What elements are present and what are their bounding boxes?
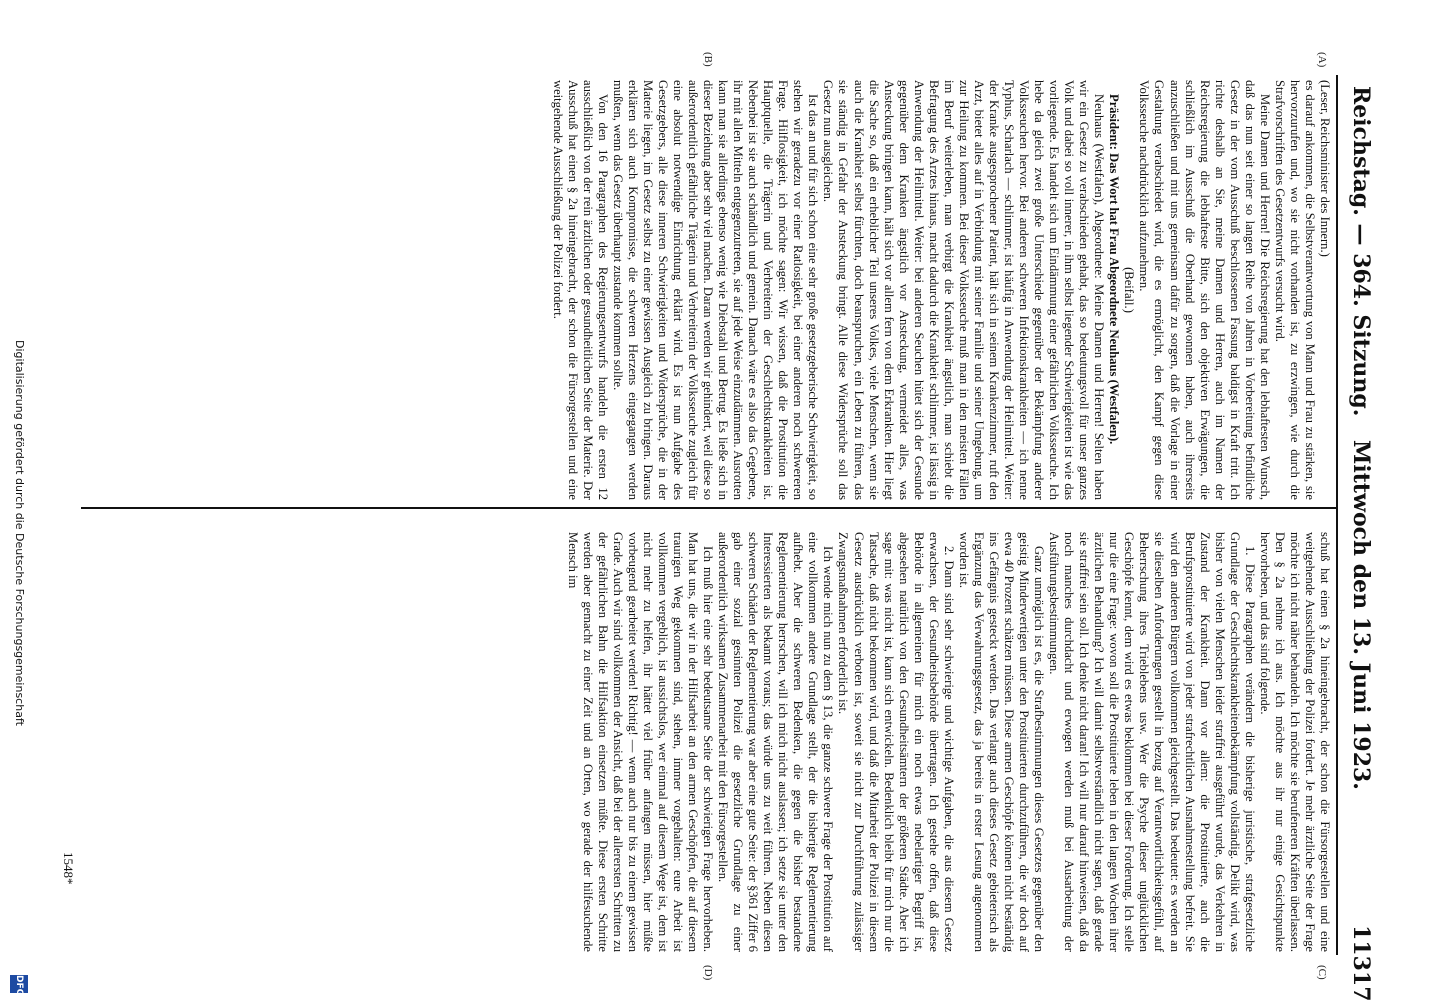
- column-divider: [81, 507, 1336, 509]
- applause-note: (Beifall.): [1122, 267, 1137, 313]
- digitization-stamp: [4, 0, 34, 1000]
- paragraph: 2. Dann sind sehr schwierige und wichtige Aufgaben, die aus diesem Gesetz erwachsen, der Gesundheitsbehörde übertragen. Ich gestehe offen, daß diese Behörde in allgemeinen für mich ein noch etwas nebelartiger Begriff ist, abgesehen natürlich von den Gesundheitsämtern der größeren Städte. Aber ich sage mit: was nicht ist, kann sich entwickeln. Bedenklich bleibt für mich nur die Tatsache, daß nicht bekommen wird, und daß die Mitarbeit der Polizei in diesem Gesetz ausdrücklich verboten ist, soweit sie nicht zur Durchführung zulässiger Zwangsmaßnahmen erforderlich ist.: [836, 532, 956, 952]
- left-text-column: [82, 80, 1332, 500]
- paragraph: Ist das an und für sich schon eine sehr große gesetzgeberische Schwierigkeit, so stehen wir geradezu vor einer Ratlosigkeit, bei einer anderen noch schwereren Frage. Hilflosigkeit, ich möchte sagen: Wir wissen, daß die Prostitution die Hauptquelle, die Trägerin und Verbreiterin der Geschlechtskrankheiten ist. Nebenbei ist sie auch schändlich und gemein. Danach wäre es also das Gegebene, ihr mit allen Mitteln entgegenzutreten, sie auf jede Weise einzudämmen. Ausrotten kann man sie allerdings ebenso wenig wie Diebstahl und Betrug. Es ließe sich in dieser Beziehung aber sehr viel machen. Daran werden wir gehindert, weil diese so außerordentlich gefährliche Trägerin und Verbreiterin der Volksseuche zugleich für eine absolut notwendige Einrichtung erklärt wird. Es ist nun Aufgabe des Gesetzgebers, alle diese inneren Schwierigkeiten und Widersprüche, die in der Materie liegen, im Gesetz selbst zu einer gewissen Ausgleich zu bringen. Daraus erklären sich auch Kompromisse, die schweren Herzens eingegangen werden mußten, wenn das Gesetz überhaupt zustande kommen sollte.: [610, 80, 821, 500]
- margin-mark-c: (C): [1316, 965, 1328, 980]
- right-text-column: [82, 532, 1332, 952]
- margin-mark-d: (D): [702, 965, 714, 981]
- page-header: [1342, 0, 1434, 1000]
- digitization-notice: Digitalisierung gefördert durch die Deutsche Forschungsgemeinschaft: [13, 340, 26, 726]
- dfg-logo: DFG: [10, 975, 28, 993]
- paragraph: Ich wende mich nun zu dem § 13, die ganze schwere Frage der Prostitution auf eine vollkommen andere Grundlage stellt, der die bisherige Reglementierung aufhebt. Aber die schweren Bedenken, die gegen die bisher bestandene Reglementierung herrschen, will ich mich nicht auslassen; ich setze sie unter den Interessierten als bekannt voraus; das würde uns zu weit führen. Neben diesen schweren Schäden der Reglementierung war aber eine gute Seite: der §361 Ziffer 6 gab einer sozial gesinnten Polizei die gesetzliche Grundlage zu einer außerordentlich wirksamen Zusammenarbeit mit den Fürsorgestellen.: [716, 532, 836, 952]
- speaker-attribution: (Leser, Reichsminister des Innern.): [1318, 80, 1332, 257]
- header-page-number: 11317: [1348, 925, 1374, 1002]
- header-date: Mittwoch den 13. Juni 1923.: [1348, 440, 1374, 790]
- paragraph: Meine Damen und Herren! Die Reichsregierung hat den lebhaftesten Wunsch, daß das nun seit einer so langen Reihe von Jahren in Vorbereitung befindliche Gesetz in der vom Ausschuß beschlossenen Fassung baldigst in Kraft tritt. Ich richte deshalb an Sie, meine Damen und Herren, auch im Namen der Reichsregierung die lebhafteste Bitte, sich den objektiven Erwägungen, die schließlich im Ausschuß die Oberhand gewonnen haben, auch ihrerseits anzuschließen und mit uns gemeinsam dafür zu sorgen, daß die Vorlage in einer Gestaltung verabschiedet wird, die es ermöglicht, den Kampf gegen diese Volksseuche nachdrücklich aufzunehmen.: [1137, 80, 1272, 500]
- paragraph: es darauf ankommen, die Selbstverantwortung von Mann und Frau zu stärken, sie hervorzurufen und, wo sie nicht vorhanden ist, zu erzwingen, wie durch die Strafvorschriften des Gesetzentwurfs versucht wird.: [1272, 80, 1317, 500]
- paragraph: Ich muß hier eine sehr bedeutsame Seite der schwierigen Frage hervorheben. Man hat uns, die wir in der Hilfsarbeit an den armen Geschöpfen, die auf diesem traurigen Weg gekommen sind, stehen, immer vorgehalten: eure Arbeit ist vollkommen vergeblich, ist aussichtslos, wer einmal auf diesem Wege ist, dem ist nicht mehr zu helfen, ihr hättet viel früher anfangen müssen, hier müßte vorbeugend gearbeitet werden! Richtig! — wenn auch nur bis zu einem gewissen Grade. Auch wir sind vollkommen der Ansicht, daß bei der allerersten Schritten zu der gefährlichen Bahn die Hilfsaktion einsetzen müßte. Diese ersten Schritte werden aber gemacht zu einer Zeit und an Orten, wo gerade der hilfesuchende Mensch im: [565, 532, 716, 952]
- paragraph: 1. Diese Paragraphen verändern die bisherige juristische, strafgesetzliche Grundlage der Geschlechtskrankheitenbekämpfung vollständig. Delikt wird, was bisher von vielen Menschen leider straffrei ausgeführt wurde, das Verkehren in Zustand der Krankheit. Dann vor allem: die Prostituierte, auch die Berufsprostituierte wird von jeder strafrechtlichen Ausnahmestellung befreit. Sie wird den anderen Bürgern vollkommen gleichgestellt. Das bedeutet: es werden an sie dieselben Anforderungen gestellt in bezug auf Verantwortlichkeitsgefühl, auf Beherrschung ihres Trieblebens usw. Wer die Psyche dieser unglücklichen Geschöpfe kennt, dem wird es etwas beklommen bei dieser Forderung. Ich stelle nur die eine Frage: wovon soll die Prostituierte leben in den langen Wochen ihrer ärztlichen Behandlung? Ich will damit selbstverständlich nicht sagen, daß gerade sie straffrei sein soll. Ich denke nicht daran! Ich will nur darauf hinweisen, daß da noch manches durchdacht und erwogen werden muß bei Ausarbeitung der Ausführungsbestimmungen.: [1047, 532, 1257, 952]
- paragraph: schuß hat einen § 2a hineingebracht, der schon die Fürsorgestellen und eine weitgehende Ausschließung der Polizei fordert. Je mehr ärztliche Seite der Frage möchte ich nicht näher behandeln. Ich möchte sie berufeneren Kräften überlassen. Den § 2a nehme ich aus. Ich möchte aus ihr nur einige Gesichtspunkte hervorheben, und das sind folgende.: [1257, 532, 1332, 952]
- paragraph: Neuhaus (Westfalen), Abgeordnete: Meine Damen und Herren! Selten haben wir ein Gesetz zu verabschieden gehabt, das so bedeutungsvoll für unser ganzes Volk und dabei so voll innerer, in ihm selbst liegender Schwierigkeiten ist wie das vorliegende. Es handelt sich um Eindämmung einer gefährlichen Volksseuche. Ich hebe da gleich zwei große Unterschiede gegenüber der Bekämpfung anderer Volksseuchen hervor. Bei anderen schweren Infektionskrankheiten — ich nenne Typhus, Scharlach — schlimmer, ist häufig in Anwendung der Heilmittel. Weiter: der Kranke ausgesprochener Patient, hält sich in seinem Krankenzimmer, ruft den Arzt, bietet alles auf in Verbindung mit seiner Familie und seiner Umgebung, um zur Heilung zu kommen. Bei dieser Volksseuche muß man in den meisten Fällen im Beruf weiterleben, man verbirgt die Krankheit ängstlich, man schiebt die Befragung des Arztes hinaus, macht dadurch die Krankheit schlimmer, ist lässig in Anwendung der Heilmittel. Weiter: bei anderen Seuchen hütet sich der Gesunde gegenüber dem Kranken ängstlich vor Ansteckung, vermeidet alles, was Ansteckung bringen kann, hält sich vor allem fern von dem Erkrankten. Hier liegt die Sache so, daß ein erheblicher Teil unseres Volkes, viele Menschen, wenn sie auch die Krankheit selbst fürchten, doch beanspruchen, ein Leben zu führen, das sie ständig in Gefahr der Ansteckung bringt. Alle diese Widersprüche soll das Gesetz nun ausgleichen.: [821, 80, 1107, 500]
- margin-mark-b: (B): [702, 52, 714, 67]
- margin-mark-a: (A): [1316, 52, 1328, 68]
- paragraph: Von den 16 Paragraphen des Regierungsentwurfs handeln die ersten 12 ausschließlich von der rein ärztlichen oder gesundheitlichen Seite der Materie. Der Ausschuß hat einen § 2a hineingebracht, der schon die Fürsorgestellen und eine weitgehende Ausschließung der Polizei fordert.: [550, 80, 610, 500]
- president-remark: Präsident: Das Wort hat Frau Abgeordnete Neuhaus (Westfalen).: [1107, 94, 1122, 445]
- paragraph: Ganz unmöglich ist es, die Strafbestimmungen dieses Gesetzes gegenüber den geistig Minderwertigen unter den Prostituierten durchzuführen, die wir doch auf etwa 40 Prozent schätzen müssen. Diese armen Geschöpfe können nicht beständig ins Gefängnis gesteckt werden. Das verlangt auch dieses Gesetz gebieterisch als Ergänzung das Verwahrungsgesetz, das ja bereits in erster Lesung angenommen worden ist.: [956, 532, 1047, 952]
- header-session-title: Reichstag. — 364. Sitzung.: [1348, 86, 1374, 417]
- signature-mark: 1548*: [61, 852, 76, 885]
- header-rule: [1336, 75, 1338, 955]
